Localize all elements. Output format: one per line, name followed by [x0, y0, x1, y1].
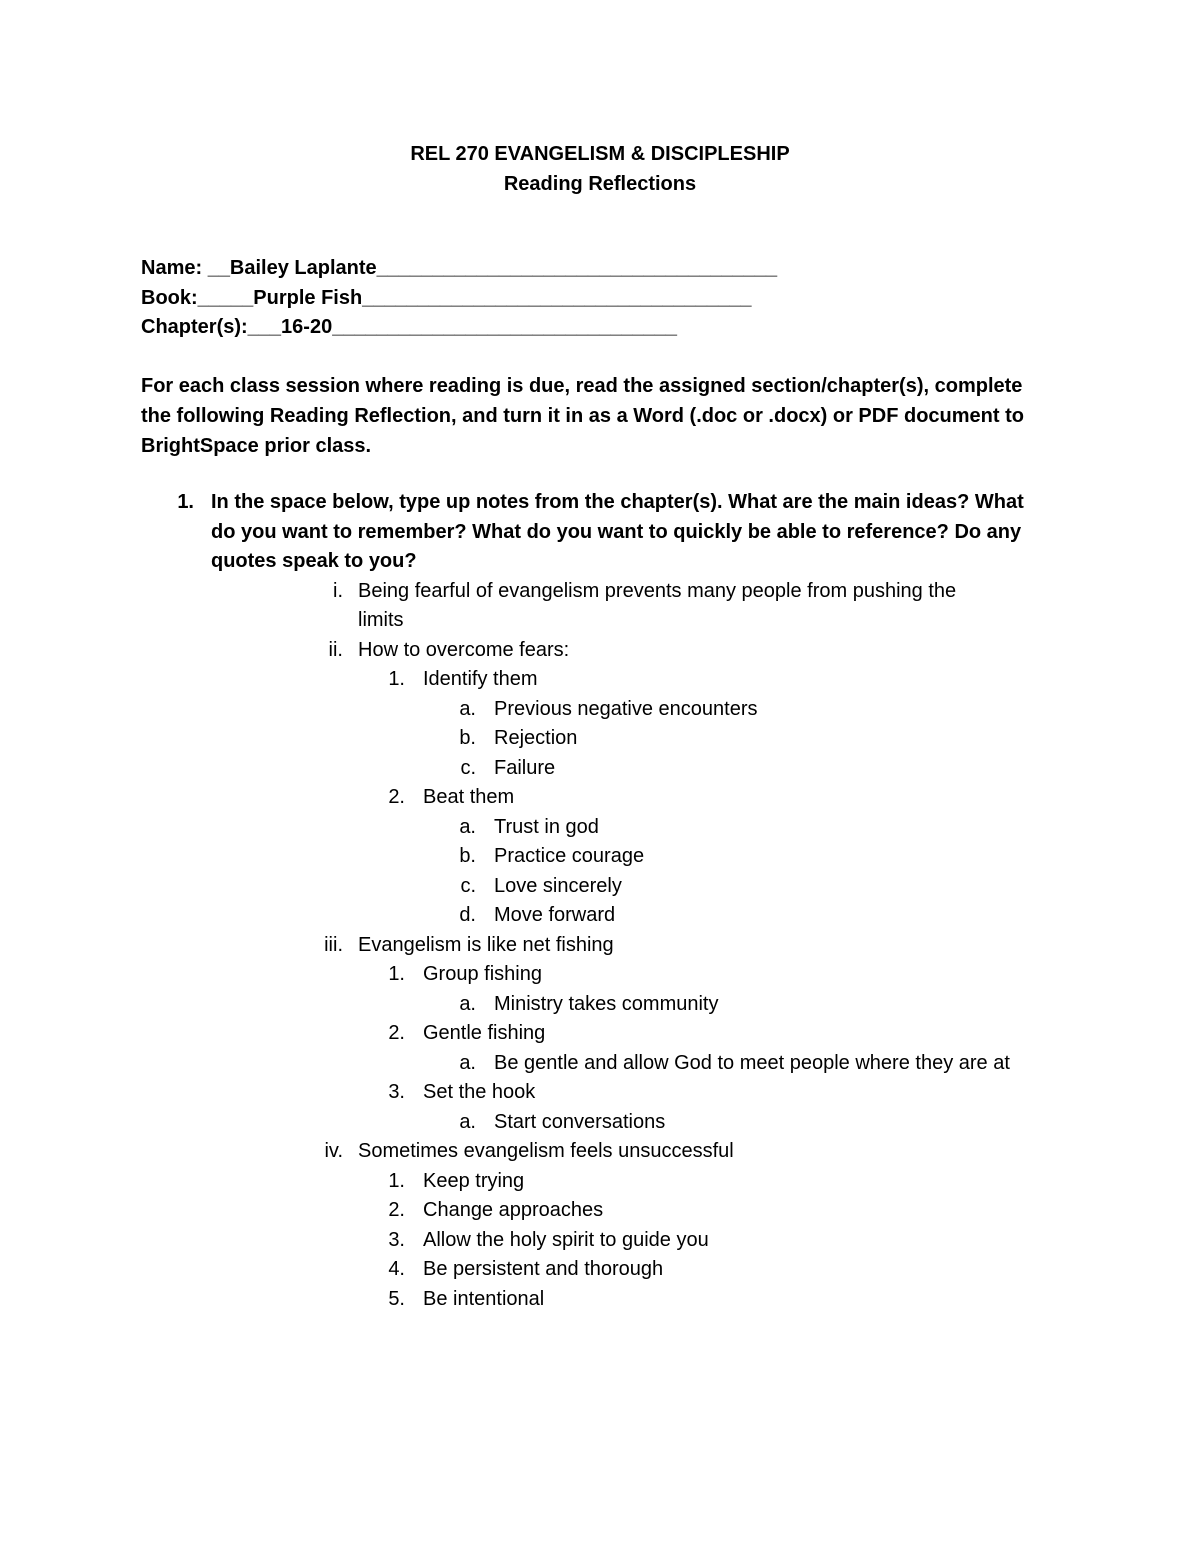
note-subitem: [0, 783, 1200, 813]
chapters-field: Chapter(s):___16-20_______________________________: [141, 316, 678, 338]
note-marker: c.: [460, 756, 476, 779]
note-marker: a.: [459, 697, 476, 720]
note-marker: 2.: [388, 1022, 405, 1044]
instructions-line: For each class session where reading is due, read the assigned section/chapter(s), complete: [141, 375, 1023, 397]
book-field: Book:_____Purple Fish___________________________________: [141, 286, 752, 309]
question-text: In the space below, type up notes from the chapter(s). What are the main ideas? What: [211, 491, 1024, 513]
note-text: Be intentional: [423, 1287, 545, 1310]
document-header: [0, 139, 1200, 199]
note-text: Evangelism is like net fishing: [358, 933, 614, 956]
note-text: Be gentle and allow God to meet people where they are at: [494, 1051, 1010, 1074]
note-marker: 1.: [388, 668, 405, 690]
note-text: How to overcome fears:: [358, 638, 570, 661]
note-subsubitem: [0, 754, 1200, 784]
note-item-continued: [0, 606, 1200, 636]
note-text: Failure: [494, 756, 556, 779]
note-marker: 3.: [388, 1228, 405, 1251]
note-subsubitem: [0, 842, 1200, 872]
note-subitem: [0, 1167, 1200, 1197]
question-text: do you want to remember? What do you want to quickly be able to reference? Do any: [211, 520, 1022, 543]
note-marker: b.: [459, 845, 476, 867]
note-subitem: [0, 960, 1200, 990]
document-subtitle: Reading Reflections: [503, 173, 697, 195]
note-marker: 1.: [388, 1169, 405, 1192]
note-subsubitem: [0, 1049, 1200, 1079]
note-text: Move forward: [494, 904, 616, 926]
note-text: Be persistent and thorough: [423, 1258, 664, 1280]
note-item: [0, 931, 1200, 961]
note-text: Start conversations: [494, 1110, 666, 1133]
note-subsubitem: [0, 813, 1200, 843]
note-marker: 2.: [388, 786, 405, 808]
note-text: Keep trying: [423, 1169, 525, 1192]
note-subsubitem: [0, 990, 1200, 1020]
note-subsubitem: [0, 872, 1200, 902]
note-item: [0, 636, 1200, 666]
note-text: Gentle fishing: [423, 1022, 546, 1044]
note-marker: 1.: [388, 963, 405, 985]
note-subsubitem: [0, 695, 1200, 725]
note-text: Identify them: [423, 668, 538, 690]
note-marker: d.: [459, 904, 476, 926]
note-marker: 2.: [388, 1199, 405, 1221]
note-text: Set the hook: [423, 1081, 536, 1103]
note-subitem: [0, 1196, 1200, 1226]
note-text: Love sincerely: [494, 874, 622, 897]
note-text: Allow the holy spirit to guide you: [423, 1228, 709, 1251]
note-marker: ii.: [328, 638, 343, 661]
note-text: Sometimes evangelism feels unsuccessful: [358, 1140, 734, 1162]
course-title: REL 270 EVANGELISM & DISCIPLESHIP: [410, 143, 790, 165]
name-field: Name: __Bailey Laplante____________________________________: [141, 257, 778, 279]
note-text: Beat them: [423, 786, 515, 808]
note-text: Previous negative encounters: [494, 697, 758, 720]
note-marker: iii.: [324, 933, 343, 956]
note-subitem: [0, 1078, 1200, 1108]
note-marker: 3.: [388, 1081, 405, 1103]
note-marker: a.: [459, 815, 476, 838]
note-text: Practice courage: [494, 845, 645, 867]
note-subitem: [0, 1226, 1200, 1256]
note-marker: a.: [459, 1110, 476, 1133]
note-text: limits: [358, 609, 404, 631]
note-subsubitem: [0, 901, 1200, 931]
note-text: Ministry takes community: [494, 992, 719, 1015]
instructions-line: the following Reading Reflection, and turn it in as a Word (.doc or .docx) or PDF document to: [141, 405, 1024, 427]
note-subitem: [0, 1019, 1200, 1049]
note-text: Being fearful of evangelism prevents many people from pushing the: [358, 579, 957, 602]
note-marker: 4.: [388, 1258, 405, 1280]
note-item: [0, 577, 1200, 607]
note-marker: iv.: [324, 1140, 343, 1162]
note-marker: c.: [460, 874, 476, 897]
note-text: Trust in god: [494, 815, 599, 838]
note-text: Change approaches: [423, 1199, 604, 1221]
question-text: quotes speak to you?: [211, 550, 417, 572]
student-info-fields: [141, 254, 777, 343]
note-item: [0, 1137, 1200, 1167]
instructions-line: BrightSpace prior class.: [141, 435, 372, 457]
question-item: [0, 488, 1200, 518]
question-item-continued: [0, 547, 1200, 577]
note-subsubitem: [0, 724, 1200, 754]
question-item-continued: [0, 518, 1200, 548]
note-marker: b.: [459, 727, 476, 749]
note-subitem: [0, 665, 1200, 695]
note-marker: a.: [459, 1051, 476, 1074]
instructions-paragraph: [141, 371, 1071, 461]
note-marker: 5.: [388, 1287, 405, 1310]
note-text: Group fishing: [423, 963, 542, 985]
note-marker: a.: [459, 992, 476, 1015]
note-subsubitem: [0, 1108, 1200, 1138]
note-subitem: [0, 1285, 1200, 1315]
note-subitem: [0, 1255, 1200, 1285]
note-text: Rejection: [494, 727, 578, 749]
question-list: [0, 488, 1200, 1314]
note-marker: i.: [333, 579, 343, 602]
question-number: 1.: [177, 491, 194, 513]
